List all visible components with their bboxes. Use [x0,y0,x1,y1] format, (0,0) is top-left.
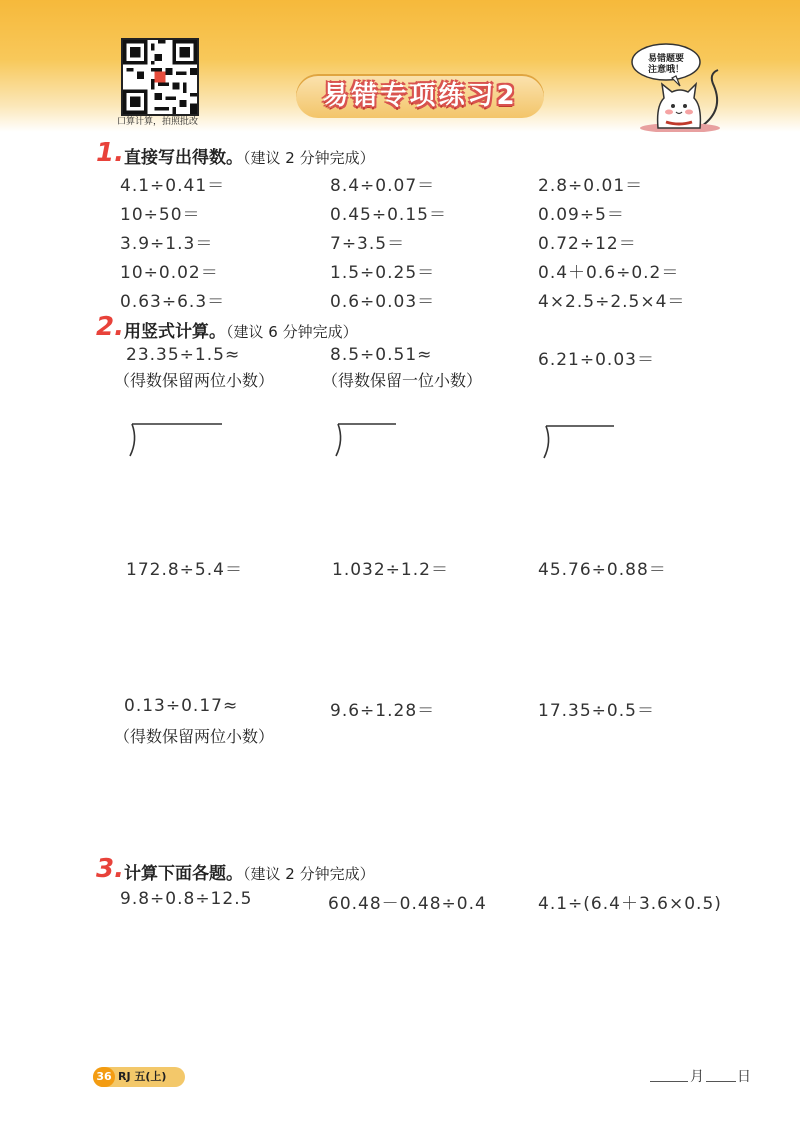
problem-2-2-note: （得数保留一位小数） [322,371,483,390]
section-2-title-text: 用竖式计算。 [124,322,226,342]
section-3-title-text: 计算下面各题。 [124,864,243,884]
month-blank[interactable] [650,1081,688,1082]
problem-2-6: 45.76÷0.88＝ [538,560,667,580]
problem-2-2: 8.5÷0.51≈ [330,345,433,365]
page-title-banner [296,74,544,118]
problem-2-4: 172.8÷5.4＝ [126,560,243,580]
problem-1-14: 0.6÷0.03＝ [330,292,436,312]
problem-2-9: 17.35÷0.5＝ [538,701,655,721]
problem-2-1: 23.35÷1.5≈ [126,345,241,365]
problem-1-8: 7÷3.5＝ [330,234,406,254]
page-title: 易错专项练习2 [322,81,518,111]
problem-2-8: 9.6÷1.28＝ [330,701,436,721]
section-2-number: 2. [96,312,124,342]
cat-mascot-icon [628,40,728,132]
section-2-title [124,317,358,342]
problem-1-2: 8.4÷0.07＝ [330,176,436,196]
problem-1-10: 10÷0.02＝ [120,263,219,283]
problem-2-3: 6.21÷0.03＝ [538,350,655,370]
problem-1-12: 0.4＋0.6÷0.2＝ [538,263,680,283]
section-1-hint: （建议 2 分钟完成） [243,149,375,167]
problem-1-4: 10÷50＝ [120,205,201,225]
problem-1-3: 2.8÷0.01＝ [538,176,644,196]
section-1-number: 1. [96,138,124,168]
problem-3-1: 9.8÷0.8÷12.5 [120,889,253,909]
qr-code-icon[interactable] [121,38,199,116]
bubble-line-1: 易错题要 [647,54,684,64]
page-number: 36 [93,1067,115,1087]
cat-speech-bubble [636,54,696,76]
problem-1-5: 0.45÷0.15＝ [330,205,447,225]
problem-2-1-note: （得数保留两位小数） [114,371,275,390]
qr-caption: 口算计算，拍照批改 [117,117,199,127]
section-3-number: 3. [96,854,124,884]
problem-3-2: 60.48－0.48÷0.4 [328,894,487,914]
long-division-bracket-3[interactable] [536,422,614,462]
problem-1-1: 4.1÷0.41＝ [120,176,226,196]
problem-1-11: 1.5÷0.25＝ [330,263,436,283]
long-division-bracket-2[interactable] [328,420,396,460]
section-1-title-text: 直接写出得数。 [124,148,243,168]
section-1-title [124,143,375,168]
day-blank[interactable] [706,1081,736,1082]
section-3-title [124,859,375,884]
problem-1-7: 3.9÷1.3＝ [120,234,214,254]
problem-1-13: 0.63÷6.3＝ [120,292,226,312]
problem-1-15: 4×2.5÷2.5×4＝ [538,292,686,312]
problem-1-9: 0.72÷12＝ [538,234,637,254]
problem-2-5: 1.032÷1.2＝ [332,560,449,580]
problem-2-7-note: （得数保留两位小数） [114,727,275,746]
problem-1-6: 0.09÷5＝ [538,205,625,225]
day-label: 日 [737,1069,751,1085]
section-2-hint: （建议 6 分钟完成） [226,323,358,341]
bubble-line-2: 注意哦！ [647,65,684,75]
section-3-hint: （建议 2 分钟完成） [243,865,375,883]
problem-3-3: 4.1÷(6.4＋3.6×0.5) [538,894,722,914]
long-division-bracket-1[interactable] [122,420,222,460]
month-label: 月 [690,1069,704,1085]
grade-label: RJ 五(上) [118,1070,167,1083]
problem-2-7: 0.13÷0.17≈ [124,696,239,716]
